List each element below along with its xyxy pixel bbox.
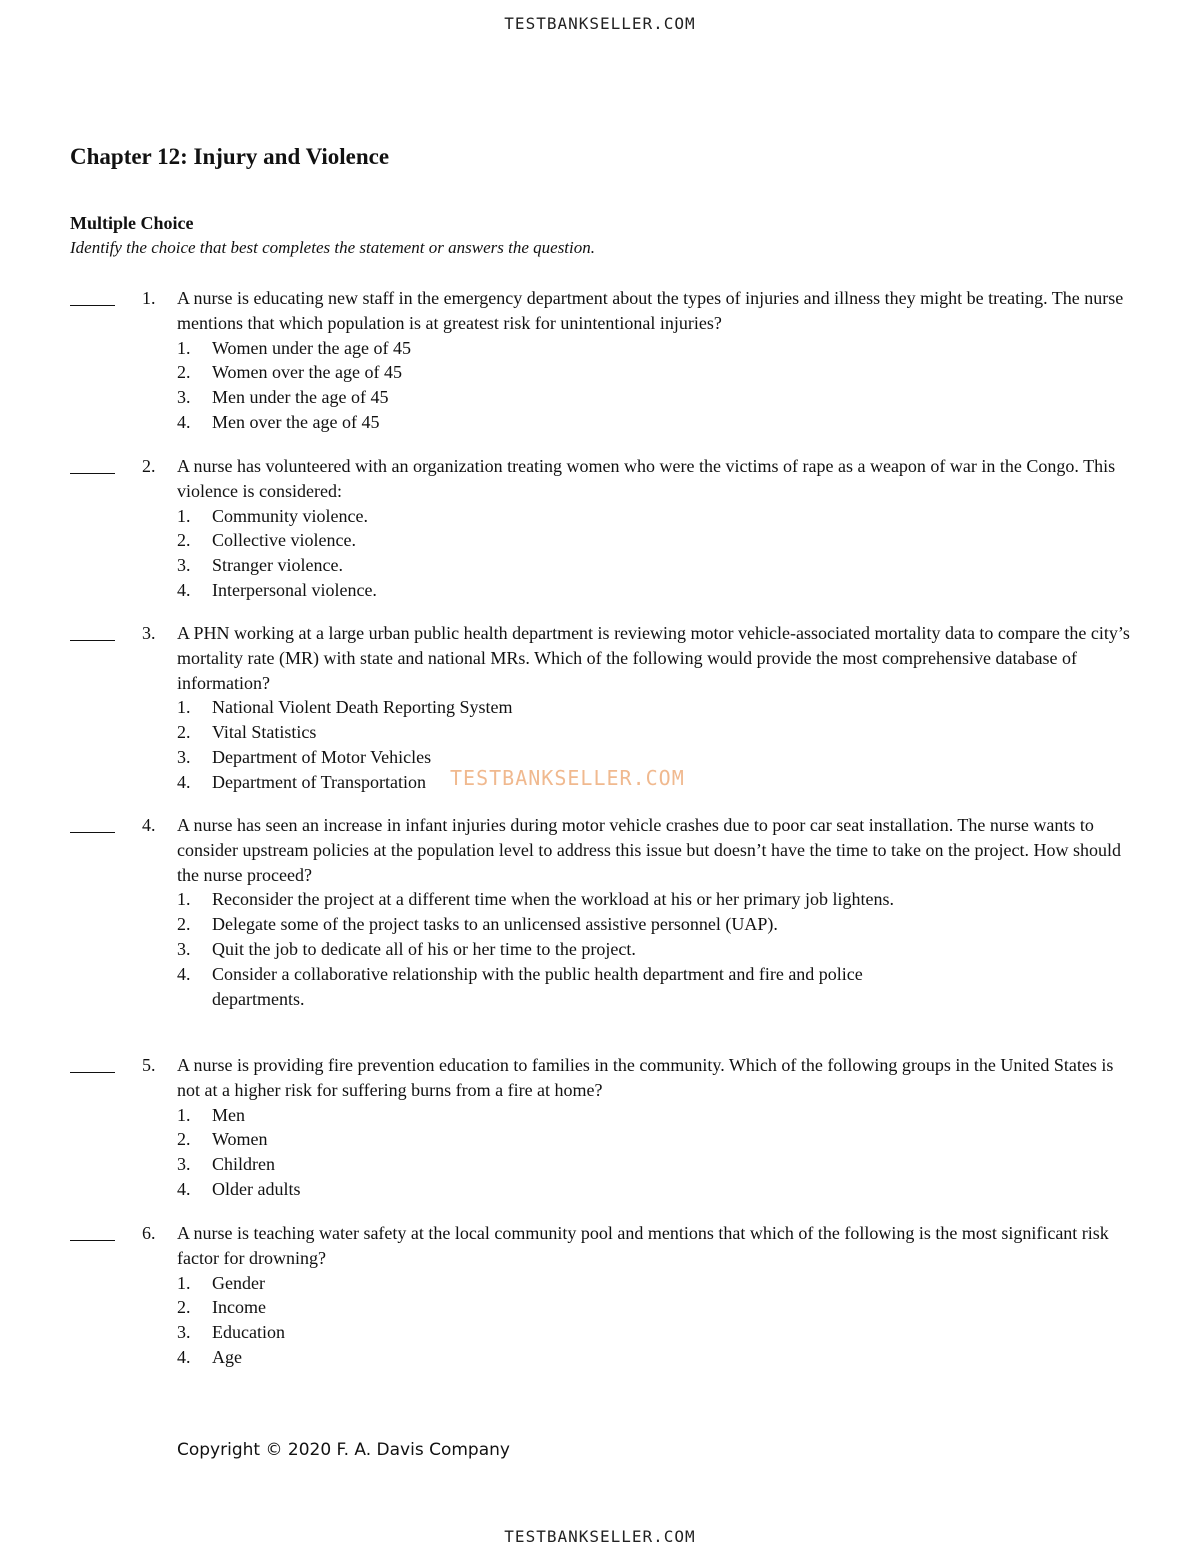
- question-number: 5.: [142, 1055, 156, 1075]
- watermark: TESTBANKSELLER.COM: [450, 766, 685, 790]
- option-item: [177, 553, 952, 578]
- option-text: Women: [212, 1129, 268, 1150]
- option-text: Men under the age of 45: [212, 387, 389, 408]
- option-item: [177, 1127, 952, 1152]
- question-number: 3.: [142, 623, 156, 643]
- answer-blank[interactable]: [70, 454, 115, 474]
- option-text: Consider a collaborative relationship with the public health department and fire and police departments.: [212, 963, 863, 1009]
- answer-blank[interactable]: [70, 813, 115, 833]
- option-text: Age: [212, 1346, 242, 1367]
- option-item: [177, 504, 952, 529]
- site-header: TESTBANKSELLER.COM: [504, 14, 696, 33]
- option-item: [177, 962, 952, 1012]
- option-text: Men over the age of 45: [212, 411, 380, 432]
- option-text: Older adults: [212, 1178, 301, 1199]
- option-number: 4.: [177, 1178, 191, 1199]
- option-list: [177, 1103, 1200, 1202]
- option-text: Gender: [212, 1272, 265, 1293]
- question-stem: A nurse has volunteered with an organization treating women who were the victims of rape as a weapon of war in the Congo. This violence is considered:: [177, 456, 1116, 501]
- option-text: Education: [212, 1322, 285, 1343]
- option-number: 1.: [177, 337, 191, 358]
- option-text: Women over the age of 45: [212, 362, 402, 383]
- option-item: [177, 1320, 952, 1345]
- option-number: 1.: [177, 889, 191, 910]
- answer-blank[interactable]: [70, 621, 115, 641]
- option-item: [177, 937, 952, 962]
- option-item: [177, 1177, 952, 1202]
- option-item: [177, 385, 952, 410]
- question-stem: A nurse has seen an increase in infant injuries during motor vehicle crashes due to poor car seat installation. The nurse wants to consider upstream policies at the population level to address this issue but doesn’t have the time to take on the project. How should the nurse proceed?: [177, 815, 1121, 885]
- option-number: 4.: [177, 1346, 191, 1367]
- option-text: Children: [212, 1154, 275, 1175]
- option-number: 2.: [177, 1297, 191, 1318]
- option-text: Income: [212, 1297, 266, 1318]
- instructions: Identify the choice that best completes the statement or answers the question.: [70, 238, 595, 257]
- option-text: Vital Statistics: [212, 722, 317, 743]
- option-number: 3.: [177, 387, 191, 408]
- option-item: [177, 360, 952, 385]
- option-text: Department of Motor Vehicles: [212, 746, 432, 767]
- question-number: 2.: [142, 456, 156, 476]
- option-number: 3.: [177, 746, 191, 767]
- question-stem: A nurse is educating new staff in the emergency department about the types of injuries and illness they might be treating. The nurse mentions that which population is at greatest risk for unintentional injuries?: [177, 288, 1124, 333]
- option-text: Reconsider the project at a different time when the workload at his or her primary job lightens.: [212, 889, 894, 910]
- answer-blank[interactable]: [70, 286, 115, 306]
- option-item: [177, 1345, 952, 1370]
- copyright: Copyright © 2020 F. A. Davis Company: [177, 1440, 510, 1460]
- option-item: [177, 887, 952, 912]
- option-text: Quit the job to dedicate all of his or her time to the project.: [212, 938, 636, 959]
- question-stem: A nurse is teaching water safety at the local community pool and mentions that which of the following is the most significant risk factor for drowning?: [177, 1223, 1109, 1268]
- option-number: 2.: [177, 914, 191, 935]
- answer-blank[interactable]: [70, 1221, 115, 1241]
- option-item: [177, 578, 952, 603]
- option-number: 4.: [177, 579, 191, 600]
- question-stem: A nurse is providing fire prevention education to families in the community. Which of the following groups in the United States is not at a higher risk for suffering burns from a fire at home?: [177, 1055, 1114, 1100]
- option-number: 3.: [177, 938, 191, 959]
- option-list: [177, 1271, 1200, 1370]
- question-6: [0, 1221, 1200, 1370]
- option-number: 3.: [177, 1154, 191, 1175]
- question-number: 6.: [142, 1223, 156, 1243]
- option-text: Interpersonal violence.: [212, 579, 377, 600]
- option-item: [177, 695, 952, 720]
- option-item: [177, 1152, 952, 1177]
- option-item: [177, 336, 952, 361]
- option-text: Community violence.: [212, 505, 368, 526]
- question-5: [0, 1053, 1200, 1202]
- option-list: [177, 887, 1200, 1011]
- question-2: [0, 454, 1200, 603]
- question-number: 4.: [142, 815, 156, 835]
- option-item: [177, 1271, 952, 1296]
- option-number: 4.: [177, 963, 191, 984]
- question-4: [0, 813, 1200, 1011]
- option-number: 2.: [177, 722, 191, 743]
- option-text: National Violent Death Reporting System: [212, 697, 513, 718]
- option-text: Delegate some of the project tasks to an unlicensed assistive personnel (UAP).: [212, 914, 778, 935]
- option-item: [177, 410, 952, 435]
- option-number: 3.: [177, 1322, 191, 1343]
- option-list: [177, 504, 1200, 603]
- answer-blank[interactable]: [70, 1053, 115, 1073]
- option-item: [177, 720, 952, 745]
- option-number: 1.: [177, 1104, 191, 1125]
- option-item: [177, 912, 952, 937]
- option-item: [177, 1103, 952, 1128]
- option-number: 4.: [177, 411, 191, 432]
- option-number: 2.: [177, 362, 191, 383]
- option-text: Stranger violence.: [212, 555, 343, 576]
- option-item: [177, 528, 952, 553]
- option-number: 1.: [177, 1272, 191, 1293]
- option-list: [177, 695, 1200, 794]
- section-title: Multiple Choice: [70, 213, 194, 233]
- option-text: Collective violence.: [212, 530, 356, 551]
- option-number: 1.: [177, 505, 191, 526]
- option-number: 4.: [177, 771, 191, 792]
- option-number: 3.: [177, 555, 191, 576]
- chapter-title: Chapter 12: Injury and Violence: [70, 144, 390, 169]
- option-number: 1.: [177, 697, 191, 718]
- site-footer: TESTBANKSELLER.COM: [504, 1527, 696, 1546]
- option-text: Men: [212, 1104, 245, 1125]
- question-number: 1.: [142, 288, 156, 308]
- option-text: Women under the age of 45: [212, 337, 411, 358]
- option-list: [177, 336, 1200, 435]
- option-item: [177, 1295, 952, 1320]
- question-1: [0, 286, 1200, 435]
- question-stem: A PHN working at a large urban public health department is reviewing motor vehicle-associated mortality data to compare the city’s mortality rate (MR) with state and national MRs. Which of the following would provide the most comprehensive database of information?: [177, 623, 1130, 693]
- option-number: 2.: [177, 530, 191, 551]
- option-text: Department of Transportation: [212, 771, 426, 792]
- option-number: 2.: [177, 1129, 191, 1150]
